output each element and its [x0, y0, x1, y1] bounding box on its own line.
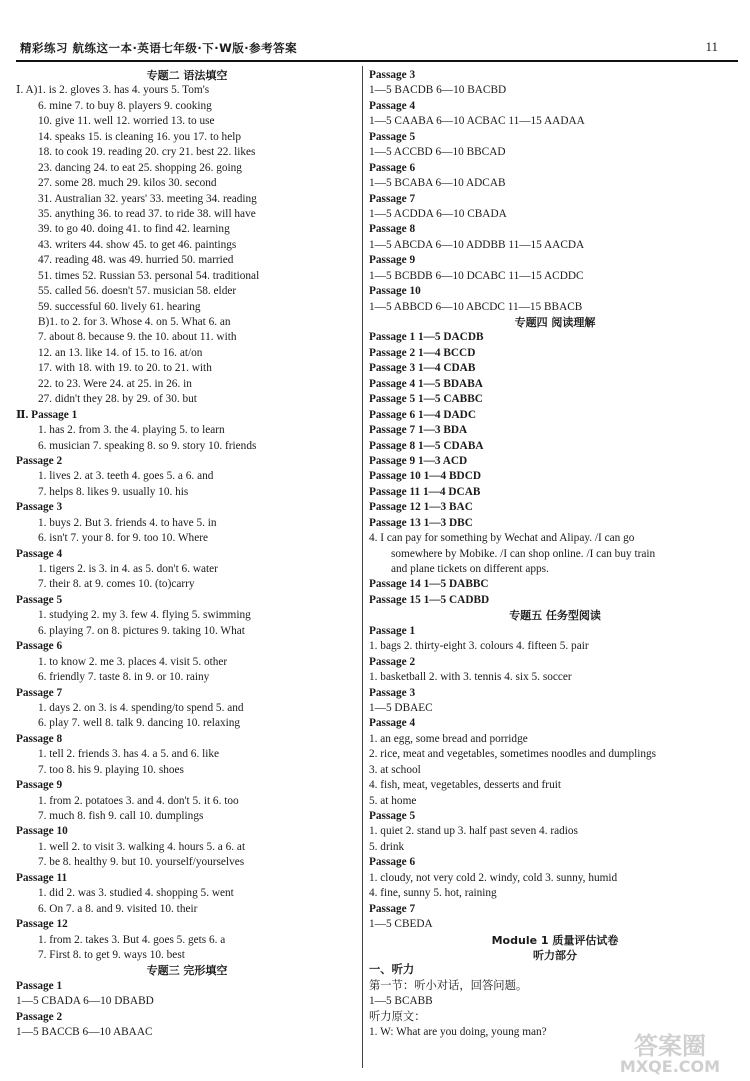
passage-label: Passage 9	[16, 779, 63, 792]
passage-label: Passage 3	[369, 686, 416, 699]
column-divider	[362, 66, 363, 1068]
answer-line: 1. from 2. potatoes 3. and 4. don't 5. it 6. too	[38, 794, 239, 807]
header-rule	[16, 60, 738, 62]
answer-line: 7. about 8. because 9. the 10. about 11. with	[38, 331, 237, 344]
passage-label: Passage 4	[369, 717, 416, 730]
passage-label: Passage 6	[369, 856, 416, 869]
passage-label: Passage 9 1—3 ACD	[369, 454, 468, 467]
answer-line: 51. times 52. Russian 53. personal 54. traditional	[38, 269, 260, 282]
answer-line: 1. tigers 2. is 3. in 4. as 5. don't 6. water	[38, 563, 218, 575]
passage-label: Ⅱ. Passage 1	[16, 408, 78, 421]
answer-line: 1. has 2. from 3. the 4. playing 5. to learn	[38, 424, 225, 437]
answer-line: 55. called 56. doesn't 57. musician 58. elder	[38, 285, 237, 298]
passage-label: Passage 10 1—4 BDCD	[369, 470, 482, 483]
answer-line: 7. helps 8. likes 9. usually 10. his	[38, 485, 189, 498]
passage-label: Passage 5	[16, 593, 63, 606]
answer-line: 1. well 2. to visit 3. walking 4. hours 5. a 6. at	[38, 840, 246, 853]
passage-label: Passage 5	[369, 810, 416, 822]
answer-line: 12. an 13. like 14. of 15. to 16. at/on	[38, 346, 203, 359]
passage-label: Passage 3	[369, 69, 416, 81]
answer-line: 6. mine 7. to buy 8. players 9. cooking	[38, 99, 212, 112]
passage-label: Passage 4	[369, 99, 416, 112]
answer-line: 1—5 BCABA 6—10 ADCAB	[369, 177, 506, 190]
answer-line: 1—5 ACDDA 6—10 CBADA	[369, 207, 507, 220]
answer-line: 27. didn't they 28. by 29. of 30. but	[38, 393, 197, 406]
answer-line: 1—5 BCBDB 6—10 DCABC 11—15 ACDDC	[369, 269, 584, 282]
answer-line: 4. fine, sunny 5. hot, raining	[369, 887, 497, 900]
passage-label: Passage 2 1—4 BCCD	[369, 346, 476, 359]
passage-label: Passage 6 1—4 DADC	[369, 408, 477, 421]
answer-line: 59. successful 60. lively 61. hearing	[38, 300, 201, 313]
passage-label: Passage 7	[369, 902, 416, 915]
answer-line: 5. drink	[369, 840, 405, 853]
section-heading: 专题二 语法填空	[146, 69, 228, 82]
answer-line: 5. at home	[369, 794, 417, 807]
answer-line: 4. I can pay for something by Wechat and Alipay. /I can go	[369, 532, 635, 545]
answer-line: 18. to cook 19. reading 20. cry 21. best 22. likes	[38, 146, 256, 159]
answer-line: 1. days 2. on 3. is 4. spending/to spend 5. and	[38, 701, 244, 714]
answer-line: 1. studying 2. my 3. few 4. flying 5. swimming	[38, 609, 251, 622]
answer-line: 35. anything 36. to read 37. to ride 38. will have	[38, 207, 256, 220]
answer-line: 43. writers 44. show 45. to get 46. paintings	[38, 238, 237, 251]
passage-label: Passage 13 1—3 DBC	[369, 516, 473, 529]
answer-line: 6. friendly 7. taste 8. in 9. or 10. rainy	[38, 671, 210, 684]
passage-label: Passage 2	[369, 655, 416, 668]
passage-label: Passage 1 1—5 DACDB	[369, 331, 484, 344]
passage-label: Passage 5 1—5 CABBC	[369, 393, 483, 406]
passage-label: Passage 14 1—5 DABBC	[369, 578, 489, 591]
answer-line: and plane tickets on different apps.	[391, 563, 549, 575]
answer-line: 39. to go 40. doing 41. to find 42. learning	[38, 223, 230, 236]
answer-line: 7. their 8. at 9. comes 10. (to)carry	[38, 578, 195, 591]
answer-line: 6. On 7. a 8. and 9. visited 10. their	[38, 902, 198, 915]
answer-line: 听力原文：	[369, 1010, 426, 1023]
passage-label: Passage 2	[16, 1010, 63, 1023]
answer-line: 31. Australian 32. years' 33. meeting 34. reading	[38, 192, 257, 205]
section-heading: 专题三 完形填空	[146, 964, 228, 978]
passage-label: Passage 3 1—4 CDAB	[369, 362, 476, 375]
answer-line: 3. at school	[369, 763, 421, 776]
watermark-logo	[596, 1028, 744, 1076]
passage-label: Passage 4	[16, 547, 63, 560]
answer-line: 14. speaks 15. is cleaning 16. you 17. to help	[38, 130, 242, 143]
passage-label: Passage 10	[16, 825, 68, 838]
watermark-title: 答案圈	[634, 1032, 706, 1060]
answer-line: 22. to 23. Were 24. at 25. in 26. in	[38, 377, 192, 390]
answer-line: 27. some 28. much 29. kilos 30. second	[38, 177, 217, 190]
answer-line: 1. tell 2. friends 3. has 4. a 5. and 6. like	[38, 748, 220, 761]
watermark-url: MXQE.COM	[619, 1057, 721, 1076]
passage-label: Passage 10	[369, 285, 421, 298]
answer-line: 23. dancing 24. to eat 25. shopping 26. going	[38, 161, 242, 174]
answer-line: 2. rice, meat and vegetables, sometimes noodles and dumplings	[369, 748, 657, 761]
answer-line: 第一节：听小对话，回答问题。	[369, 979, 528, 992]
passage-label: Passage 8	[369, 223, 416, 236]
passage-label: Passage 5	[369, 130, 416, 143]
answer-line: 1—5 CAABA 6—10 ACBAC 11—15 AADAA	[369, 115, 585, 128]
answer-line: 1. quiet 2. stand up 3. half past seven 4. radios	[369, 825, 578, 838]
answer-line: 7. be 8. healthy 9. but 10. yourself/yourselves	[38, 856, 245, 869]
answer-line: 6. playing 7. on 8. pictures 9. taking 10. What	[38, 624, 245, 637]
section-heading: Module 1 质量评估试卷	[491, 933, 619, 947]
answer-line: 1—5 BACCB 6—10 ABAAC	[16, 1026, 153, 1039]
answer-line: 1. from 2. takes 3. But 4. goes 5. gets 6. a	[38, 933, 226, 946]
answer-line: 17. with 18. with 19. to 20. to 21. with	[38, 362, 212, 375]
answer-line: B)1. to 2. for 3. Whose 4. on 5. What 6. an	[38, 316, 231, 328]
page-number: 11	[705, 39, 718, 54]
section-heading: 专题五 任务型阅读	[509, 609, 601, 623]
answer-line: 6. isn't 7. your 8. for 9. too 10. Where	[38, 532, 208, 545]
answer-line: 1. cloudy, not very cold 2. windy, cold 3. sunny, humid	[369, 871, 618, 884]
answer-line: 1. bags 2. thirty-eight 3. colours 4. fifteen 5. pair	[369, 640, 589, 653]
answer-line: 1—5 BACDB 6—10 BACBD	[369, 84, 507, 97]
passage-label: Passage 7	[369, 192, 416, 205]
passage-label: Passage 9	[369, 254, 416, 267]
answer-line: 7. much 8. fish 9. call 10. dumplings	[38, 810, 204, 822]
answer-line: 1—5 ABCDA 6—10 ADDBB 11—15 AACDA	[369, 238, 585, 251]
answer-line: 7. First 8. to get 9. ways 10. best	[38, 948, 185, 961]
passage-label: Passage 11 1—4 DCAB	[369, 485, 481, 498]
left-column	[16, 68, 358, 1041]
passage-label: Passage 4 1—5 BDABA	[369, 377, 483, 390]
answer-line: 47. reading 48. was 49. hurried 50. married	[38, 254, 234, 267]
passage-label: Passage 8 1—5 CDABA	[369, 439, 484, 452]
passage-label: Passage 3	[16, 501, 63, 514]
answer-line: 1. did 2. was 3. studied 4. shopping 5. went	[38, 887, 234, 900]
answer-line: Ⅰ. A)1. is 2. gloves 3. has 4. yours 5. Tom's	[16, 84, 210, 97]
passage-label: Passage 7 1—3 BDA	[369, 424, 468, 437]
answer-line: 1—5 BCABB	[369, 995, 433, 1008]
answer-line: 1. W: What are you doing, young man?	[369, 1026, 547, 1039]
answer-line: 10. give 11. well 12. worried 13. to use	[38, 115, 215, 128]
passage-label: 一、听力	[369, 964, 415, 977]
header-title: 精彩练习 航练这一本·英语七年级·下·W版·参考答案	[20, 41, 298, 55]
right-column	[369, 68, 741, 1041]
passage-label: Passage 2	[16, 454, 63, 467]
section-heading: 专题四 阅读理解	[514, 316, 596, 329]
answer-line: 1. lives 2. at 3. teeth 4. goes 5. a 6. and	[38, 470, 214, 483]
page-header	[16, 38, 736, 60]
section-heading: 听力部分	[533, 948, 577, 962]
passage-label: Passage 7	[16, 686, 63, 699]
passage-label: Passage 15 1—5 CADBD	[369, 593, 490, 606]
answer-line: 1—5 CBADA 6—10 DBABD	[16, 995, 154, 1008]
answer-line: 1. buys 2. But 3. friends 4. to have 5. in	[38, 516, 217, 529]
answer-line: 6. musician 7. speaking 8. so 9. story 10. friends	[38, 439, 257, 452]
passage-label: Passage 12 1—3 BAC	[369, 501, 473, 514]
passage-label: Passage 1	[369, 624, 416, 637]
passage-label: Passage 12	[16, 918, 68, 931]
answer-line: 1—5 ABBCD 6—10 ABCDC 11—15 BBACB	[369, 300, 583, 313]
answer-line: 1. basketball 2. with 3. tennis 4. six 5. soccer	[369, 671, 572, 684]
passage-label: Passage 6	[369, 161, 416, 174]
answer-line: 6. play 7. well 8. talk 9. dancing 10. relaxing	[38, 717, 241, 730]
answer-line: 1—5 DBAEC	[369, 701, 433, 714]
passage-label: Passage 8	[16, 732, 63, 745]
answer-line: 1. to know 2. me 3. places 4. visit 5. other	[38, 655, 228, 668]
answer-line: somewhere by Mobike. /I can shop online. /I can buy train	[391, 547, 656, 560]
answer-line: 4. fish, meat, vegetables, desserts and fruit	[369, 779, 561, 792]
answer-line: 1—5 ACCBD 6—10 BBCAD	[369, 146, 506, 159]
answer-line: 1—5 CBEDA	[369, 918, 433, 931]
passage-label: Passage 11	[16, 871, 68, 884]
passage-label: Passage 1	[16, 979, 63, 992]
answer-line: 7. too 8. his 9. playing 10. shoes	[38, 763, 184, 776]
passage-label: Passage 6	[16, 640, 63, 653]
answer-line: 1. an egg, some bread and porridge	[369, 732, 528, 745]
